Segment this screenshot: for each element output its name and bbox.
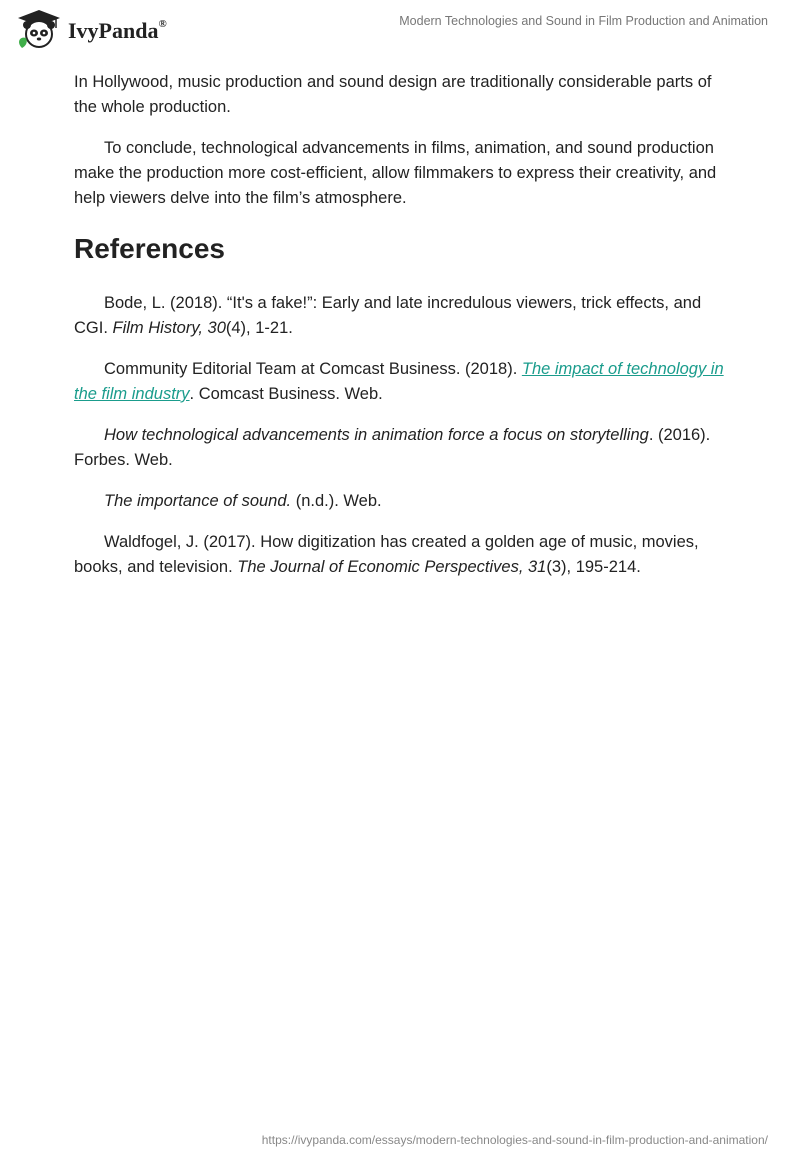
conclusion-paragraph: To conclude, technological advancements in films, animation, and sound production make the production more cost-efficient, allow filmmakers to express their creativity, and help viewers delve into the film’s atmosphere.: [74, 139, 717, 207]
references-heading: References: [74, 233, 225, 264]
essay-content: [74, 70, 729, 596]
reference-item: How technological advancements in animation force a focus on storytelling. (2016). Forbes. Web.: [74, 426, 711, 469]
logo-wordmark: IvyPanda®: [68, 17, 167, 43]
reference-link[interactable]: The impact of technology in the film industry: [74, 360, 724, 403]
reference-item: Community Editorial Team at Comcast Business. (2018). The impact of technology in the film industry. Comcast Business. Web.: [74, 360, 724, 403]
document-title: Modern Technologies and Sound in Film Production and Animation: [399, 14, 768, 28]
reference-item: Bode, L. (2018). “It's a fake!”: Early and late incredulous viewers, trick effects, and CGI. Film History, 30(4), 1-21.: [74, 294, 702, 337]
reference-item: Waldfogel, J. (2017). How digitization has created a golden age of music, movies, books, and television. The Journal of Economic Perspectives, 31(3), 195-214.: [74, 533, 699, 576]
source-url: https://ivypanda.com/essays/modern-technologies-and-sound-in-film-production-and-animation/: [261, 1133, 768, 1147]
panda-graduate-icon: [14, 8, 64, 50]
reference-item: The importance of sound. (n.d.). Web.: [104, 492, 382, 510]
body-paragraph: In Hollywood, music production and sound design are traditionally considerable parts of the whole production.: [74, 73, 712, 116]
ivypanda-logo[interactable]: [14, 8, 167, 50]
page-header: [0, 0, 800, 60]
